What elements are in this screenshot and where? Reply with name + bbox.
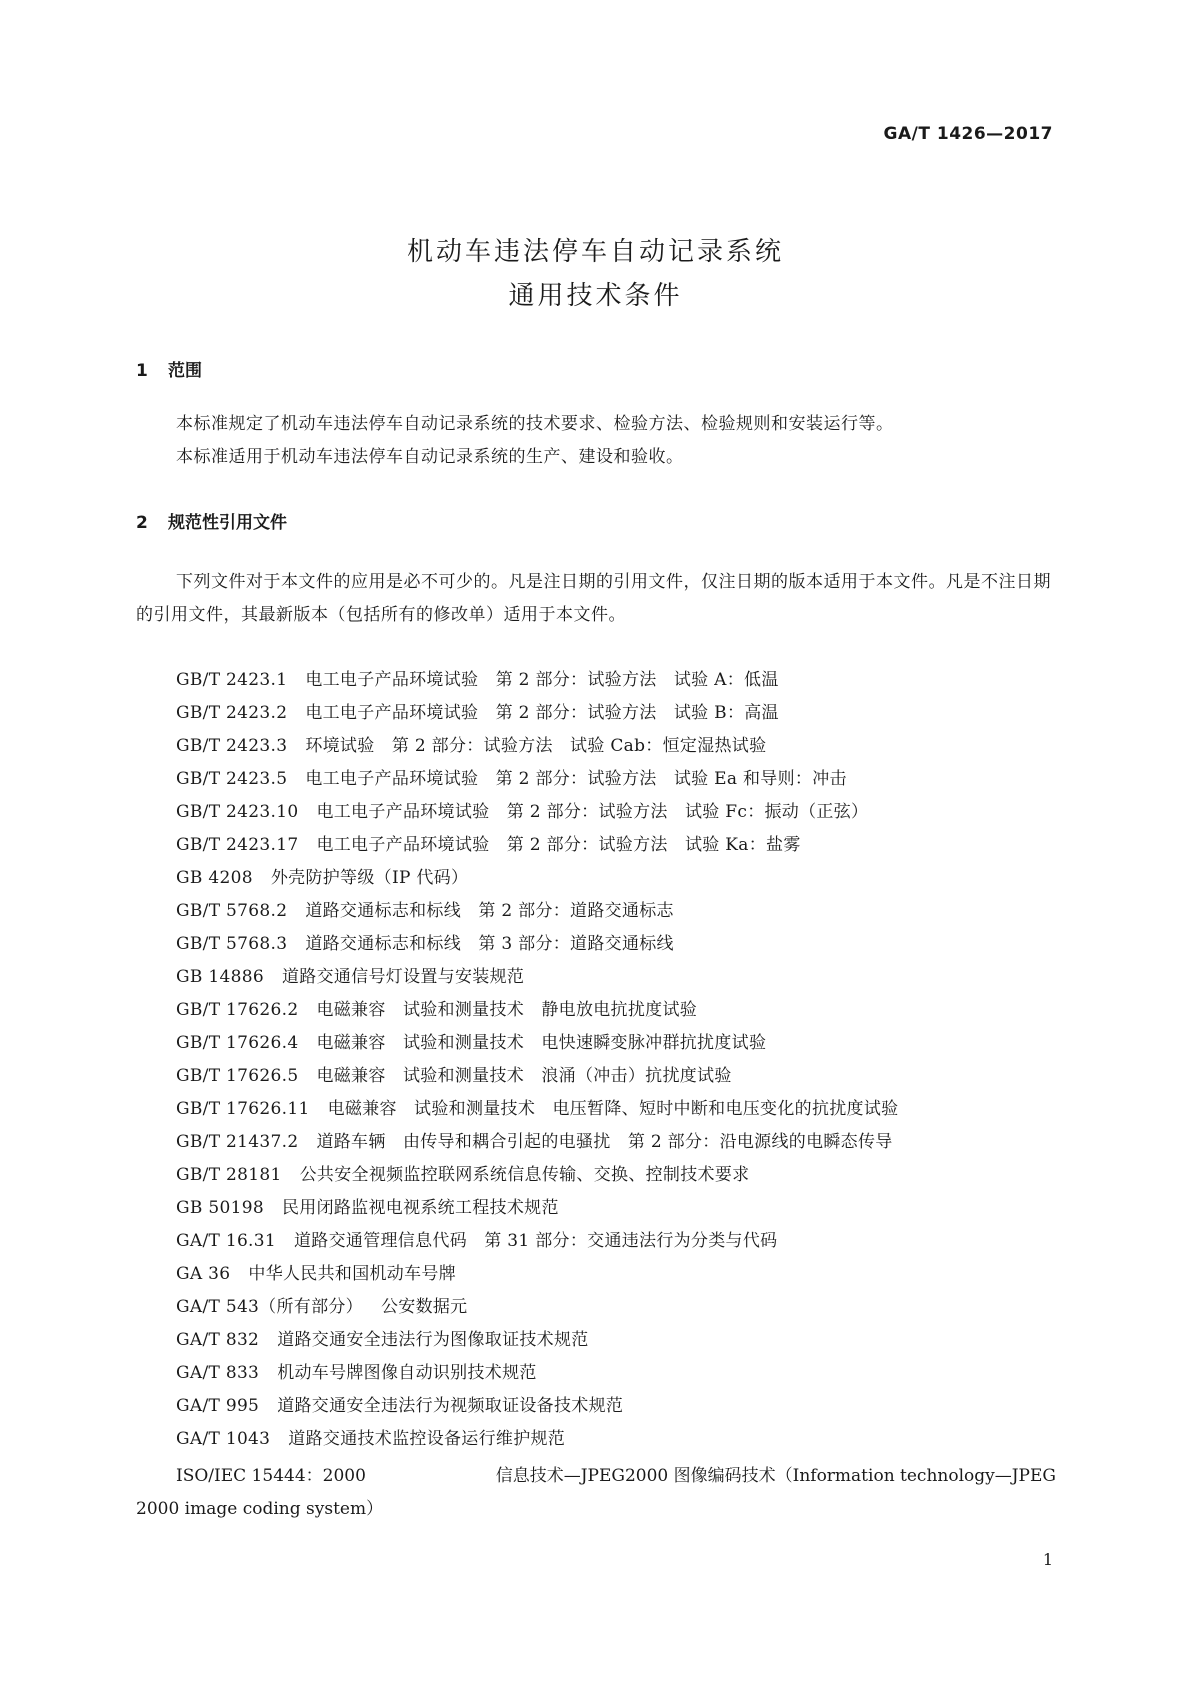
- reference-code: GB/T 17626.11: [176, 1099, 310, 1119]
- reference-item: [176, 1060, 1056, 1093]
- reference-code: GB/T 2423.3: [176, 736, 288, 756]
- title-line-2: 通用技术条件: [508, 281, 683, 311]
- reference-item: [176, 994, 1056, 1027]
- reference-item: [176, 1192, 1056, 1225]
- reference-title: 电磁兼容 试验和测量技术 电压暂降、短时中断和电压变化的抗扰度试验: [327, 1099, 899, 1119]
- reference-item: [176, 1423, 1056, 1456]
- reference-item: [176, 730, 1056, 763]
- reference-item: [176, 1126, 1056, 1159]
- reference-code: GB/T 2423.17: [176, 835, 299, 855]
- reference-code: GB/T 2423.10: [176, 802, 299, 822]
- reference-code: GA/T 833: [176, 1363, 260, 1383]
- reference-title-line-2: 2000 image coding system）: [136, 1499, 384, 1519]
- reference-title: 公安数据元: [380, 1297, 468, 1317]
- section-1-title: 范围: [168, 361, 202, 381]
- reference-code: GB/T 17626.4: [176, 1033, 299, 1053]
- section-1-paragraph-2: 本标准适用于机动车违法停车自动记录系统的生产、建设和验收。: [176, 447, 684, 467]
- section-2-heading: [136, 508, 287, 533]
- reference-title: 道路交通管理信息代码 第 31 部分：交通违法行为分类与代码: [294, 1231, 778, 1251]
- reference-code: GB 4208: [176, 868, 253, 888]
- reference-item: [176, 1225, 1056, 1258]
- reference-code: GB/T 21437.2: [176, 1132, 299, 1152]
- reference-code: GA/T 995: [176, 1396, 260, 1416]
- reference-code: GB/T 2423.5: [176, 769, 288, 789]
- reference-item: [176, 1390, 1056, 1423]
- reference-code: GA/T 1043: [176, 1429, 271, 1449]
- reference-title: 电磁兼容 试验和测量技术 静电放电抗扰度试验: [316, 1000, 698, 1020]
- reference-code: GB/T 2423.1: [176, 670, 288, 690]
- reference-title: 公共安全视频监控联网系统信息传输、交换、控制技术要求: [299, 1165, 750, 1185]
- section-2-title: 规范性引用文件: [168, 513, 287, 533]
- reference-code: GB/T 2423.2: [176, 703, 288, 723]
- reference-code: GB 50198: [176, 1198, 264, 1218]
- reference-item: [176, 796, 1056, 829]
- reference-item: [176, 1258, 1056, 1291]
- reference-list: [176, 664, 1056, 1456]
- reference-title: 中华人民共和国机动车号牌: [248, 1264, 457, 1284]
- section-2-number: 2: [136, 513, 148, 533]
- reference-item: [176, 763, 1056, 796]
- reference-item: [176, 1291, 1056, 1324]
- reference-title: 电工电子产品环境试验 第 2 部分：试验方法 试验 Fc：振动（正弦）: [316, 802, 869, 822]
- reference-code: GA/T 16.31: [176, 1231, 276, 1251]
- page-number: 1: [1042, 1550, 1053, 1569]
- reference-item: [176, 829, 1056, 862]
- reference-code: ISO/IEC 15444：2000: [176, 1466, 366, 1486]
- reference-title: 电磁兼容 试验和测量技术 浪涌（冲击）抗扰度试验: [316, 1066, 732, 1086]
- reference-code: GB/T 17626.5: [176, 1066, 299, 1086]
- reference-title: 道路交通安全违法行为视频取证设备技术规范: [277, 1396, 624, 1416]
- reference-code: GB/T 5768.2: [176, 901, 288, 921]
- reference-item: [176, 1093, 1056, 1126]
- title-line-1: 机动车违法停车自动记录系统: [406, 237, 784, 267]
- reference-item: [176, 862, 1056, 895]
- reference-item: [176, 928, 1056, 961]
- reference-item: [176, 895, 1056, 928]
- reference-title: 外壳防护等级（IP 代码）: [270, 868, 469, 888]
- document-title: [0, 230, 1191, 318]
- reference-title: 道路交通标志和标线 第 3 部分：道路交通标线: [305, 934, 674, 954]
- reference-title: 电工电子产品环境试验 第 2 部分：试验方法 试验 Ea 和导则：冲击: [305, 769, 847, 789]
- reference-code: GB/T 17626.2: [176, 1000, 299, 1020]
- reference-title: 电工电子产品环境试验 第 2 部分：试验方法 试验 B：高温: [305, 703, 779, 723]
- reference-item: [176, 1159, 1056, 1192]
- reference-title: 电磁兼容 试验和测量技术 电快速瞬变脉冲群抗扰度试验: [316, 1033, 767, 1053]
- reference-item-last: [136, 1460, 1056, 1526]
- reference-title: 道路交通安全违法行为图像取证技术规范: [277, 1330, 589, 1350]
- section-1-paragraph-1: 本标准规定了机动车违法停车自动记录系统的技术要求、检验方法、检验规则和安装运行等。: [176, 414, 894, 434]
- reference-title: 环境试验 第 2 部分：试验方法 试验 Cab：恒定湿热试验: [305, 736, 767, 756]
- section-2-intro: 下列文件对于本文件的应用是必不可少的。凡是注日期的引用文件，仅注日期的版本适用于本文件。凡是不注日期的引用文件，其最新版本（包括所有的修改单）适用于本文件。: [136, 572, 1051, 625]
- reference-title-line-1: 信息技术—JPEG2000 图像编码技术（Information technology—JPEG: [495, 1466, 1056, 1486]
- reference-title: 机动车号牌图像自动识别技术规范: [277, 1363, 537, 1383]
- section-1-number: 1: [136, 361, 148, 381]
- reference-title: 电工电子产品环境试验 第 2 部分：试验方法 试验 Ka：盐雾: [316, 835, 801, 855]
- reference-title: 电工电子产品环境试验 第 2 部分：试验方法 试验 A：低温: [305, 670, 779, 690]
- reference-title: 道路车辆 由传导和耦合引起的电骚扰 第 2 部分：沿电源线的电瞬态传导: [316, 1132, 893, 1152]
- reference-title: 民用闭路监视电视系统工程技术规范: [281, 1198, 559, 1218]
- reference-code: GA/T 543（所有部分）: [176, 1297, 363, 1317]
- reference-code: GB/T 5768.3: [176, 934, 288, 954]
- reference-code: GB/T 28181: [176, 1165, 282, 1185]
- reference-title: 道路交通标志和标线 第 2 部分：道路交通标志: [305, 901, 674, 921]
- reference-title: 道路交通信号灯设置与安装规范: [281, 967, 525, 987]
- reference-item: [176, 1027, 1056, 1060]
- reference-item: [176, 1324, 1056, 1357]
- reference-title: 道路交通技术监控设备运行维护规范: [288, 1429, 566, 1449]
- reference-item: [176, 1357, 1056, 1390]
- reference-code: GB 14886: [176, 967, 264, 987]
- reference-item: [176, 961, 1056, 994]
- standard-code: GA/T 1426—2017: [883, 124, 1053, 144]
- reference-code: GA 36: [176, 1264, 231, 1284]
- section-1-heading: [136, 356, 202, 381]
- reference-item: [176, 697, 1056, 730]
- reference-code: GA/T 832: [176, 1330, 260, 1350]
- reference-item: [176, 664, 1056, 697]
